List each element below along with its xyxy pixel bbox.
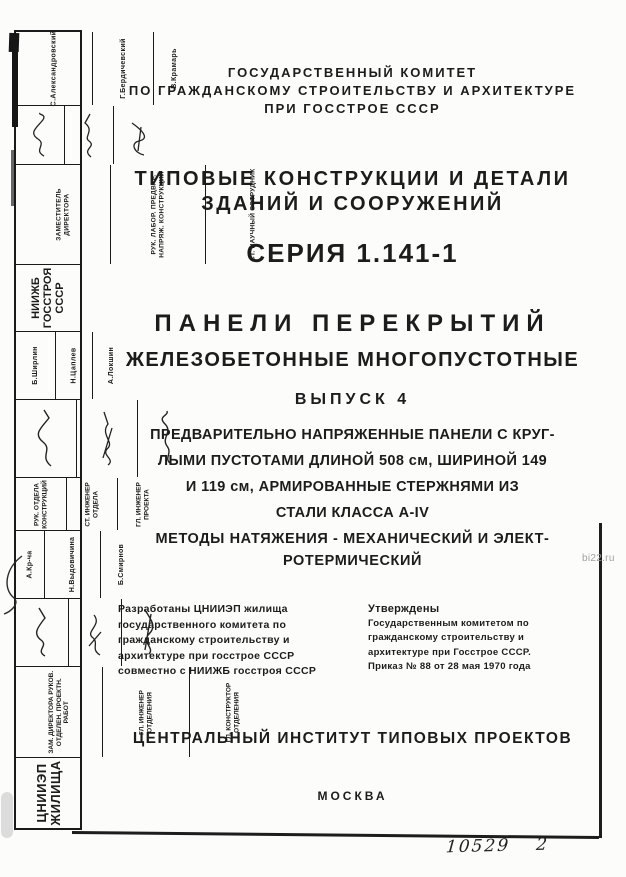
cniiep-dept-names-row [16,332,115,400]
stamp-cell [16,265,80,332]
doc-number: 10529 [445,835,511,858]
stamp-cell [16,332,56,399]
org-name-niijb: НИИЖБ ГОССТРОЯ СССР [30,267,66,329]
stamp-cell [77,400,138,477]
stamp-cell [67,478,118,531]
stamp-cell [69,599,122,666]
developed-line: архитектуре при госстрое СССР [118,649,295,662]
signature-scribble-icon [31,111,49,159]
stamp-cell [103,667,190,758]
committee-line-2: ПО ГРАЖДАНСКОМУ СТРОИТЕЛЬСТВУ И АРХИТЕКТУРЕ [128,83,577,98]
stamp-cell [93,32,155,105]
ink-blot [12,51,18,127]
signature-scribble-icon [33,606,51,658]
publisher-name: ЦЕНТРАЛЬНЫЙ ИНСТИТУТ ТИПОВЫХ ПРОЕКТОВ [132,730,573,747]
doc-type-line-1: ТИПОВЫЕ КОНСТРУКЦИИ И ДЕТАЛИ [134,168,571,190]
niijb-org-row [16,265,80,333]
approved-line: архитектуре при Госстрое СССР. [368,646,532,658]
developed-line: гражданскому строительству и [118,634,290,646]
signer-title: ЗАМЕСТИТЕЛЬ ДИРЕКТОРА [55,188,70,241]
methods-line-1: МЕТОДЫ НАТЯЖЕНИЯ - МЕХАНИЧЕСКИЙ И ЭЛЕКТ- [155,531,550,547]
signer-name: Б.Смирнов [118,544,126,586]
stamp-cell [16,165,111,264]
stamp-cell [122,599,174,666]
cniiep-mgmt-signatures-row [16,599,80,667]
description-line-1: ПРЕДВАРИТЕЛЬНО НАПРЯЖЕННЫЕ ПАНЕЛИ С КРУГ- [150,427,555,443]
stamp-cell [93,332,130,399]
cniiep-mgmt-names-row [16,531,126,599]
methods-line-2: РОТЕРМИЧЕСКИЙ [282,553,423,569]
signature-scribble-icon [98,408,116,468]
signer-name: Б.Ширлин [31,346,39,386]
cniiep-dept-titles-row [16,478,150,532]
signature-scribble-icon [129,111,147,159]
signer-title: ГЛ. КОНСТРУКТОР ОТДЕЛЕНИЯ [225,682,240,742]
stamp-cell [56,332,93,399]
signer-name: Н.Выдовичина [69,537,77,593]
approved-by-block [368,602,603,675]
issue-number: ВЫПУСК 4 [294,391,411,408]
ink-blot [11,150,16,206]
approved-line: Приказ № 88 от 28 мая 1970 года [368,661,531,672]
signer-title: РУК. ЛАБОР. ПРЕДВАР. НАПРЯЖ. КОНСТРУКЦИЙ [150,171,165,258]
org-name-cniiep: ЦНИИЭП ЖИЛИЩА [34,760,63,826]
city-name: МОСКВА [317,789,388,803]
signature-scribble-icon [37,408,55,468]
stamp-cell [190,667,276,758]
stamp-cell [16,400,77,477]
main-title-line-2: ЖЕЛЕЗОБЕТОННЫЕ МНОГОПУСТОТНЫЕ [125,349,580,371]
signer-name: С.Александровский [50,30,58,107]
approved-line: гражданскому строительству и [368,632,525,643]
signer-title: ГЛ. ИНЖЕНЕР ОТДЕЛЕНИЯ [138,689,153,735]
developed-line: Разработаны ЦНИИЭП жилища [118,603,288,615]
cniiep-org-row [16,758,80,828]
signer-name: Г.Бердичевский [119,38,127,99]
signer-title: ЗАМ. ДИРЕКТОРА РУКОВ. ОТДЕЛЕН. ПРОЕКТН. РАБОТ [47,670,70,754]
signer-title: СТ. ИНЖЕНЕР ОТДЕЛА [84,481,99,527]
series-number: СЕРИЯ 1.141-1 [246,238,459,268]
approved-line: Утверждены [368,603,440,615]
cniiep-dept-signatures-row [16,400,80,478]
main-title-line-1: ПАНЕЛИ ПЕРЕКРЫТИЙ [154,310,551,337]
signer-name: Н.Цаплев [70,347,78,384]
signature-scribble-icon [86,606,104,658]
stamp-cell [65,106,114,165]
signer-title: РУК. ОТДЕЛА КОНСТРУКЦИЙ [33,479,48,529]
niijb-titles-row [16,165,257,265]
doc-type-line-2: ЗДАНИЙ И СООРУЖЕНИЙ [201,193,504,215]
committee-line-3: ПРИ ГОССТРОЕ СССР [264,101,441,116]
signer-name: А.Локшин [107,347,115,385]
niijb-signatures-row [16,106,80,166]
approved-line: Государственным комитетом по [368,617,530,629]
scan-smudge [1,792,13,838]
stamp-cell [16,478,67,531]
stamp-cell [118,478,168,531]
signer-name: А.Кр-ча [26,550,34,579]
signature-overflow-stroke [0,548,24,618]
description-line-3: И 119 см, АРМИРОВАННЫЕ СТЕРЖНЯМИ ИЗ [185,479,520,495]
stamp-cell [206,165,300,264]
stamp-cell [114,106,162,165]
handwritten-numbers [445,835,550,858]
stamp-cell [154,32,195,105]
signature-scribble-icon [159,408,177,468]
stamp-cell [101,531,142,598]
stamp-cell [16,758,82,828]
developed-line: государственного комитета по [118,618,287,631]
right-border-rule [599,523,602,838]
stamp-cell [16,667,103,758]
description-line-4: СТАЛИ КЛАССА А-IV [275,505,430,521]
stamp-cell [45,531,101,598]
signer-title: СТ. НАУЧНЫЙ СОТРУДНИК [249,168,257,261]
signer-name: В.Крамарь [171,48,179,89]
stamp-cell [16,106,65,165]
signature-scribble-icon [139,606,157,658]
committee-line-1: ГОСУДАРСТВЕННЫЙ КОМИТЕТ [227,65,478,80]
niijb-names-row [16,30,179,107]
sheet-number: 2 [535,834,550,855]
signature-scribble-icon [80,111,98,159]
developed-line: совместно с НИИЖБ госстроя СССР [118,665,317,677]
stamp-cell [138,400,198,477]
ink-blot [9,33,20,52]
stamp-cell [16,32,93,105]
description-line-2: ЛЫМИ ПУСТОТАМИ ДЛИНОЙ 508 см, ШИРИНОЙ 149 [157,453,548,469]
signer-title: ГЛ. ИНЖЕНЕР ПРОЕКТА [135,481,150,527]
site-watermark: bi22.ru [582,553,615,564]
stamp-cell [111,165,206,264]
